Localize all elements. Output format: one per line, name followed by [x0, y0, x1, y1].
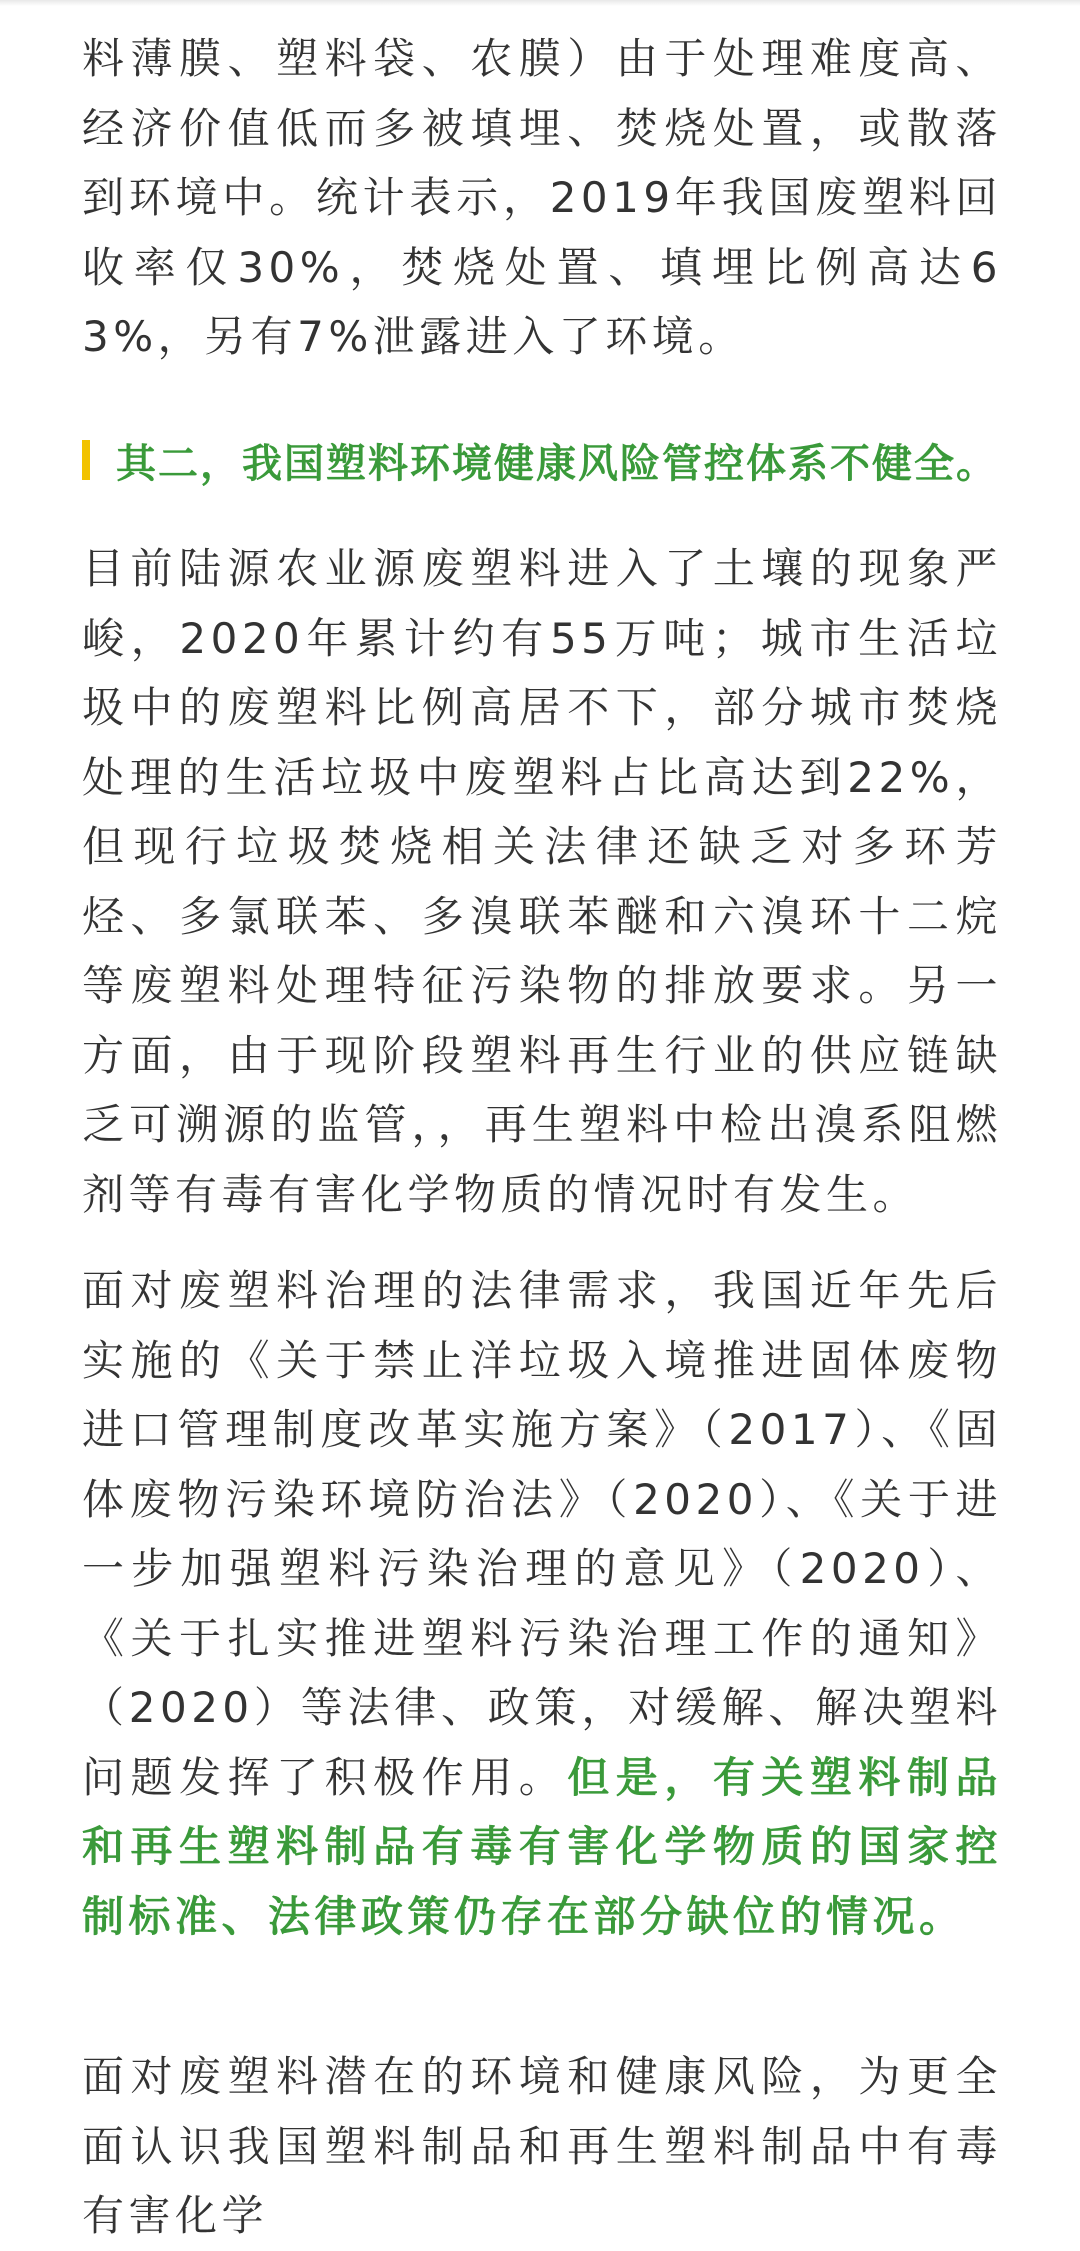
paragraph-plastic-disposal: 料薄膜、塑料袋、农膜）由于处理难度高、经济价值低而多被填埋、焚烧处置，或散落到环境中。统计表示，2019年我国废塑料回收率仅30%，焚烧处置、填埋比例高达63%，另有7%泄露进入了环境。 — [82, 34, 1002, 361]
paragraph-soil-pollution: 目前陆源农业源废塑料进入了土壤的现象严峻，2020年累计约有55万吨；城市生活垃圾中的废塑料比例高居不下，部分城市焚烧处理的生活垃圾中废塑料占比高达到22%，但现行垃圾焚烧相关法律还缺乏对多环芳烃、多氯联苯、多溴联苯醚和六溴环十二烷等废塑料处理特征污染物的排放要求。另一方面，由于现阶段塑料再生行业的供应链缺乏可溯源的监管，，再生塑料中检出溴系阻燃剂等有毒有害化学物质的情况时有发生。 — [82, 544, 1002, 1219]
paragraph-legal-policy — [82, 1256, 1002, 1951]
top-edge-shadow — [0, 0, 1080, 6]
paragraph-health-risk: 面对废塑料潜在的环境和健康风险，为更全面认识我国塑料制品和再生塑料制品中有毒有害化学 — [82, 2052, 1002, 2240]
heading-text: 其二，我国塑料环境健康风险管控体系不健全。 — [116, 440, 998, 487]
paragraph-legal-normal-text: 面对废塑料治理的法律需求，我国近年先后实施的《关于禁止洋垃圾入境推进固体废物进口管理制度改革实施方案》（2017）、《固体废物污染环境防治法》（2020）、《关于进一步加强塑料污染治理的意见》（2020）、《关于扎实推进塑料污染治理工作的通知》（2020）等法律、政策，对缓解、解决塑料问题发挥了积极作用。 — [82, 1266, 1002, 1802]
heading-accent-bar — [82, 440, 90, 480]
paragraph-legal-highlight: 但是，有关塑料制品和再生塑料制品有毒有害化学物质的国家控制标准、法律政策仍存在部分缺位的情况。 — [82, 1752, 1002, 1941]
section-heading-2 — [82, 428, 998, 492]
